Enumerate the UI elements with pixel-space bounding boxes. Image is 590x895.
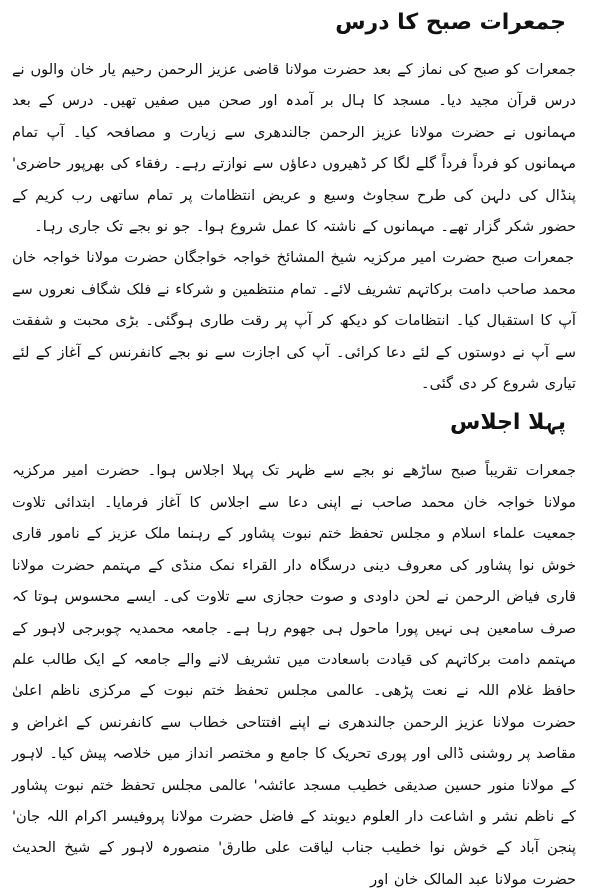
paragraph-first-session: جمعرات تقریباً صبح ساڑھے نو بجے سے ظہر تک پہلا اجلاس ہوا۔ حضرت امیر مرکزیہ مولانا خواجہ خان محمد صاحب نے اپنی دعا سے اجلاس کا آغاز فرمایا۔ ابتدائی تلاوت جمعیت علماء اسلام و مجلس تحفظ ختم نبوت پشاور کے رہنما ملک عزیز کے نامور قاری خوش نوا پشاور کی معروف دینی درسگاہ دار القراء نمک منڈی کے مہتمم حضرت مولانا قاری فیاض الرحمن نے لحن داودی و صوت حجازی سے تلاوت کی۔ ایسے محسوس ہوتا کہ صرف سامعین ہی نہیں پورا ماحول ہی جھوم رہا ہے۔ جامعہ محمدیہ چوبرجی لاہور کے مہتمم دامت برکاتہم کی قیادت باسعادت میں تشریف لانے والے جامعہ کے ایک طالب علم حافظ غلام اللہ نے نعت پڑھی۔ عالمی مجلس تحفظ ختم نبوت کے مرکزی ناظم اعلیٰ حضرت مولانا عزیز الرحمن جالندھری نے اپنے افتتاحی خطاب سے کانفرنس کے اغراض و مقاصد پر روشنی ڈالی اور پوری تحریک کا جامع و مختصر انداز میں خلاصہ پیش کیا۔ لاہور کے مولانا منور حسین صدیقی خطیب مسجد عائشہ' عالمی مجلس تحفظ ختم نبوت پشاور کے ناظم نشر و اشاعت دار العلوم دیوبند کے فاضل حضرت مولانا پروفیسر اکرام اللہ جان' پنجن آباد کے خوش نوا خطیب جناب لیاقت علی طارق' منصورہ لاہور کے شیخ الحدیث حضرت مولانا عبد المالک خان اور bbox=[12, 462, 576, 888]
paragraph-morning-lesson: جمعرات کو صبح کی نماز کے بعد حضرت مولانا قاضی عزیز الرحمن رحیم یار خان والوں نے درس قرآن مجید دیا۔ مسجد کا ہال بر آمدہ اور صحن میں صفیں تھیں۔ درس کے بعد مہمانوں نے حضرت مولانا عزیز الرحمن جالندھری سے زیارت و مصافحہ کیا۔ آپ تمام مہمانوں کو فرداً فرداً گلے لگا کر ڈھیروں دعاؤں سے نوازتے رہے۔ رفقاء کی بھرپور حاضری' پنڈال کی دلہن کی طرح سجاوٹ وسیع و عریض انتظامات پر تمام ساتھی رب کریم کے حضور شکر گزار تھے۔ مہمانوں کے ناشتہ کا عمل شروع ہوا۔ جو نو بجے تک جاری رہا۔ bbox=[12, 61, 576, 236]
section-heading-thursday-lesson: جمعرات صبح کا درس bbox=[335, 10, 566, 35]
paragraph-khwaja-arrival: جمعرات صبح حضرت امیر مرکزیہ شیخ المشائخ خواجہ خواجگان حضرت مولانا خواجہ خان محمد صاحب دامت برکاتہم تشریف لائے۔ تمام منتظمین و شرکاء نے فلک شگاف نعروں سے آپ کا استقبال کیا۔ انتظامات کو دیکھ کر آپ پر رقت طاری ہوگئی۔ بڑی محبت و شفقت سے آپ نے دوستوں کے لئے دعا کرائی۔ آپ کی اجازت سے نو بجے کانفرنس کے آغاز کے لئے تیاری شروع کر دی گئی۔ bbox=[12, 249, 576, 393]
section-heading-first-session: پہلا اجلاس bbox=[450, 410, 566, 436]
